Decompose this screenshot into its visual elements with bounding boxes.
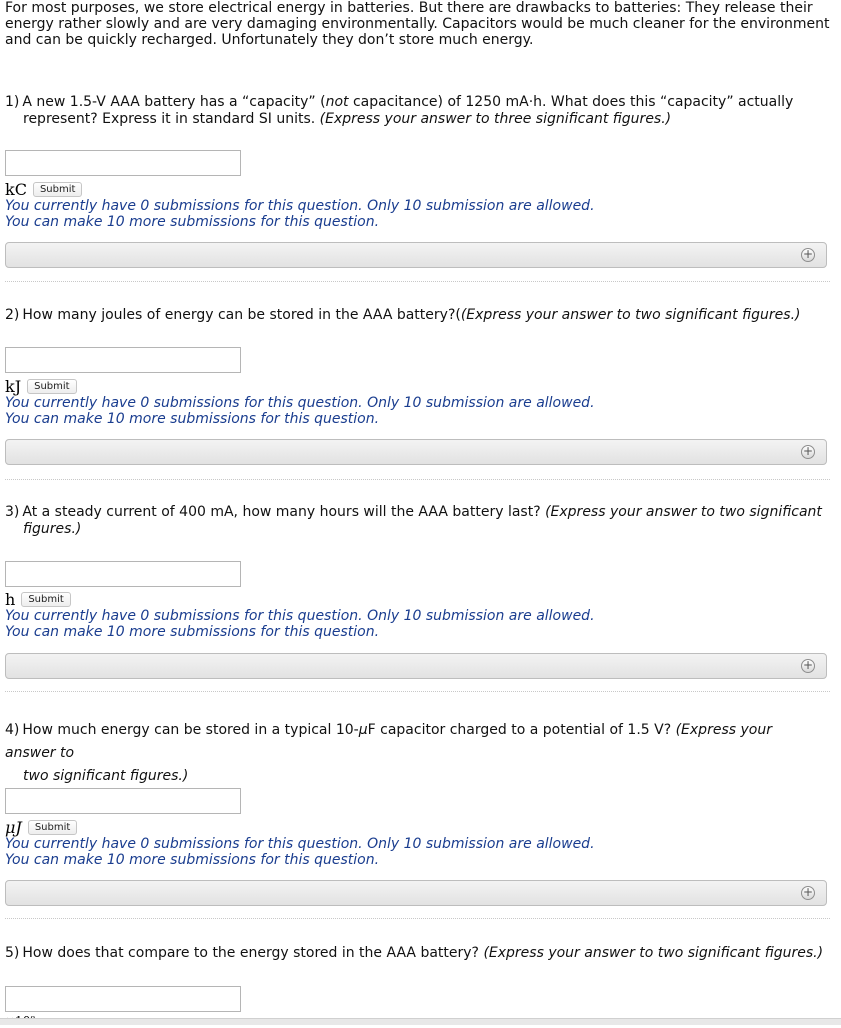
unit-label: kJ [5,376,22,396]
question-hint: figures.) [23,521,82,537]
answer-input-2[interactable] [5,347,241,373]
expand-panel-4[interactable] [5,880,827,906]
unit-row-2 [5,377,77,395]
status-line: You currently have 0 submissions for this question. Only 10 submission are allowed. [5,608,595,624]
expand-panel-3[interactable] [5,653,827,679]
question-3 [5,504,825,538]
question-emphasis: not [325,94,349,110]
unit-row-1 [5,180,82,198]
status-line: You can make 10 more submissions for this question. [5,852,380,868]
plus-circle-icon[interactable]: + [802,885,814,899]
answer-input-5[interactable] [5,986,241,1012]
status-line: You can make 10 more submissions for this question. [5,214,380,230]
expand-panel-1[interactable] [5,242,827,268]
plus-circle-icon[interactable]: + [802,247,814,261]
unit-label: μJ [5,817,22,837]
submit-button-2[interactable]: Submit [27,379,76,394]
answer-input-1[interactable] [5,150,241,176]
plus-circle-icon[interactable]: + [802,444,814,458]
plus-circle-icon[interactable]: + [802,658,814,672]
answer-input-3[interactable] [5,561,241,587]
unit-row-3 [5,590,71,608]
question-number: 3) [5,504,20,520]
expand-panel-2[interactable] [5,439,827,465]
question-hint: (Express your answer to two significant figures.) [460,307,801,323]
unit-row-4 [5,818,77,836]
status-line: You can make 10 more submissions for this question. [5,411,380,427]
answer-input-4[interactable] [5,788,241,814]
question-hint: (Express your answer to two significant [545,504,822,520]
submit-button-4[interactable]: Submit [28,820,77,835]
submission-status-3 [5,608,595,640]
question-hint: two significant figures.) [23,768,189,784]
unit-label: kC [5,179,27,199]
question-text: How much energy can be stored in a typical 10- [22,722,359,738]
divider [5,479,830,480]
mu-symbol: μ [358,722,368,738]
question-hint: (Express your answer to two significant figures.) [483,945,824,961]
question-text: How does that compare to the energy stored in the AAA battery? [22,945,479,961]
question-text: At a steady current of 400 mA, how many hours will the AAA battery last? [22,504,541,520]
submit-button-1[interactable]: Submit [33,182,82,197]
intro-paragraph: For most purposes, we store electrical energy in batteries. But there are drawbacks to batteries: They release their energy rather slowly and are very damaging environmentally. Capacitors would be much cleaner for the environment and can be quickly recharged. Unfortunately they don’t store much energy. [5,0,830,48]
question-text: A new 1.5-V AAA battery has a “capacity” ( [22,94,326,110]
submission-status-1 [5,198,595,230]
question-hint: (Express your answer to three significant figures.) [319,111,672,127]
question-number: 4) [5,722,20,738]
question-2 [5,307,825,324]
question-hint: (Express your answer to [5,722,772,761]
question-text: F capacitor charged to a potential of 1.5 V? [367,722,672,738]
divider [5,918,830,919]
question-text: How many joules of energy can be stored in the AAA battery?( [22,307,461,323]
submit-button-3[interactable]: Submit [21,592,70,607]
submission-status-4 [5,836,595,868]
question-number: 2) [5,307,20,323]
status-line: You currently have 0 submissions for this question. Only 10 submission are allowed. [5,836,595,852]
question-text: represent? Express it in standard SI units. [23,111,316,127]
divider [5,691,830,692]
status-line: You currently have 0 submissions for this question. Only 10 submission are allowed. [5,198,595,214]
submission-status-2 [5,395,595,427]
question-1 [5,94,825,128]
question-4 [5,719,825,788]
question-5 [5,945,825,962]
question-number: 5) [5,945,20,961]
status-line: You can make 10 more submissions for this question. [5,624,380,640]
question-text: capacitance) of 1250 mA·h. What does this “capacity” actually [348,94,794,110]
status-line: You currently have 0 submissions for this question. Only 10 submission are allowed. [5,395,595,411]
divider [5,281,830,282]
question-number: 1) [5,94,20,110]
unit-label: h [5,589,16,609]
